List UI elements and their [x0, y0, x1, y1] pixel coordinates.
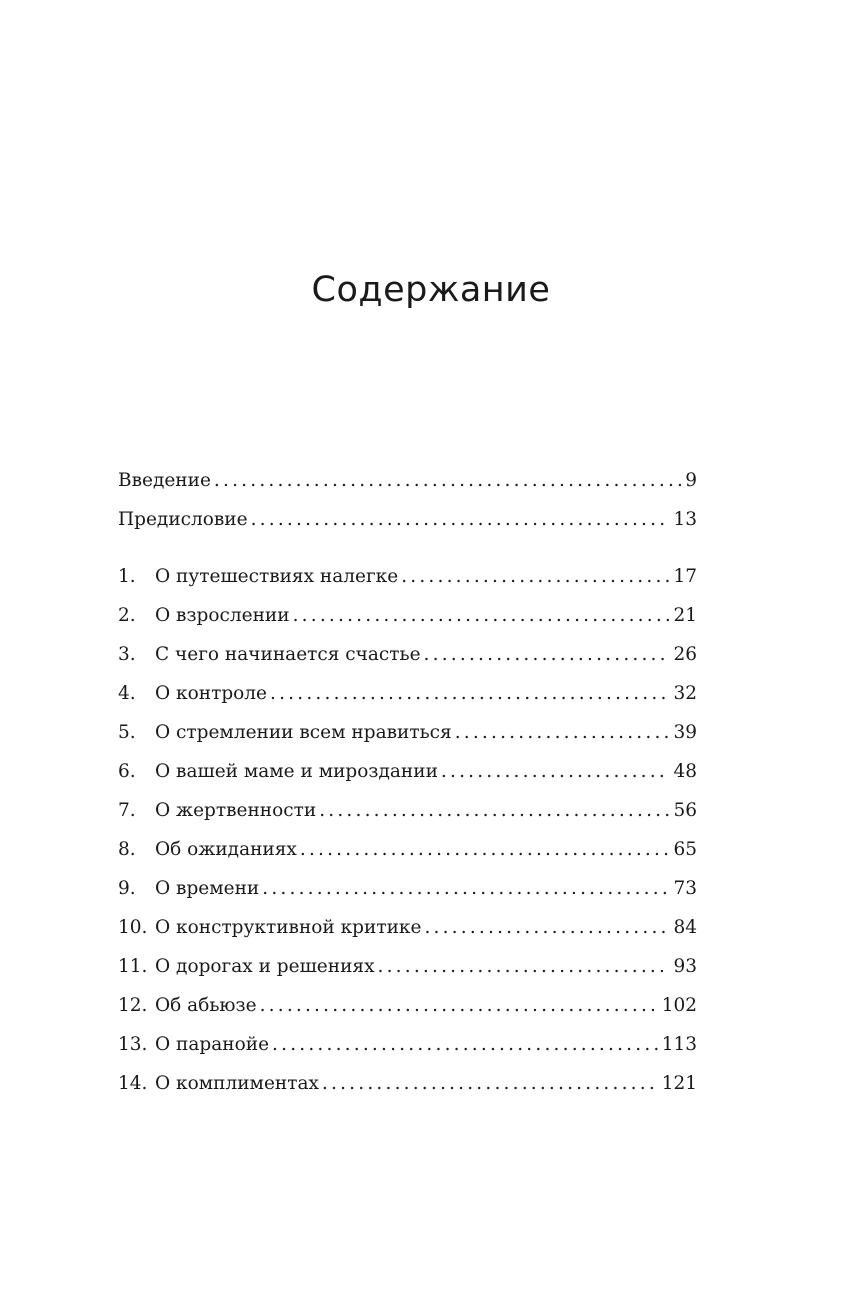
dot-leader: [378, 947, 670, 986]
toc-entry-page: 21: [673, 605, 697, 626]
toc-entry-chapter-9[interactable]: [118, 869, 697, 908]
table-of-contents: [118, 461, 697, 1103]
toc-entry-chapter-2[interactable]: [118, 596, 697, 635]
toc-entry-title: О дорогах и решениях: [155, 956, 375, 977]
toc-entry-title: О взрослении: [155, 605, 290, 626]
section-spacer: [118, 539, 697, 557]
toc-entry-page: 65: [673, 839, 697, 860]
toc-entry-title: Введение: [118, 470, 211, 491]
toc-entry-title: О времени: [155, 878, 260, 899]
chapter-number: 14.: [118, 1073, 148, 1094]
chapter-number: 8.: [118, 839, 136, 860]
toc-entry-title: Предисловие: [118, 509, 248, 530]
dot-leader: [322, 1064, 658, 1103]
toc-entry-preface[interactable]: [118, 500, 697, 539]
toc-entry-page: 9: [685, 470, 697, 491]
dot-leader: [424, 908, 669, 947]
toc-entry-page: 93: [673, 956, 697, 977]
toc-entry-chapter-8[interactable]: [118, 830, 697, 869]
toc-entry-title: О жертвенности: [155, 800, 317, 821]
toc-entry-chapter-5[interactable]: [118, 713, 697, 752]
toc-entry-page: 113: [661, 1034, 697, 1055]
chapter-number: 4.: [118, 683, 136, 704]
dot-leader: [270, 674, 669, 713]
chapter-number: 13.: [118, 1034, 148, 1055]
dot-leader: [214, 461, 681, 500]
toc-entry-chapter-13[interactable]: [118, 1025, 697, 1064]
toc-entry-introduction[interactable]: [118, 461, 697, 500]
toc-entry-title: Об абьюзе: [155, 995, 257, 1016]
toc-entry-page: 73: [673, 878, 697, 899]
dot-leader: [272, 1025, 658, 1064]
chapter-number: 12.: [118, 995, 148, 1016]
chapter-number: 3.: [118, 644, 136, 665]
toc-entry-page: 26: [673, 644, 697, 665]
dot-leader: [319, 791, 669, 830]
toc-entry-page: 121: [661, 1073, 697, 1094]
toc-entry-chapter-14[interactable]: [118, 1064, 697, 1103]
toc-entry-title: О конструктивной критике: [155, 917, 422, 938]
dot-leader: [262, 869, 669, 908]
toc-entry-page: 84: [673, 917, 697, 938]
toc-entry-chapter-11[interactable]: [118, 947, 697, 986]
toc-entry-chapter-3[interactable]: [118, 635, 697, 674]
toc-entry-title: О стремлении всем нравиться: [155, 722, 452, 743]
toc-entry-chapter-7[interactable]: [118, 791, 697, 830]
chapter-number: 7.: [118, 800, 136, 821]
chapter-number: 2.: [118, 605, 136, 626]
chapter-number: 10.: [118, 917, 148, 938]
dot-leader: [455, 713, 670, 752]
toc-entry-title: О контроле: [155, 683, 267, 704]
toc-entry-title: О паранойе: [155, 1034, 270, 1055]
toc-entry-page: 39: [673, 722, 697, 743]
toc-entry-chapter-6[interactable]: [118, 752, 697, 791]
toc-entry-page: 13: [673, 509, 697, 530]
page-title: Содержание: [311, 270, 551, 310]
toc-entry-page: 48: [673, 761, 697, 782]
toc-entry-chapter-4[interactable]: [118, 674, 697, 713]
toc-entry-title: О путешествиях налегке: [155, 566, 399, 587]
dot-leader: [300, 830, 670, 869]
chapter-number: 1.: [118, 566, 136, 587]
toc-entry-page: 17: [673, 566, 697, 587]
toc-entry-page: 56: [673, 800, 697, 821]
toc-entry-title: О комплиментах: [155, 1073, 319, 1094]
toc-entry-title: О вашей маме и мироздании: [155, 761, 438, 782]
toc-entry-page: 32: [673, 683, 697, 704]
dot-leader: [424, 635, 670, 674]
toc-entry-chapter-1[interactable]: [118, 557, 697, 596]
dot-leader: [441, 752, 670, 791]
dot-leader: [260, 986, 658, 1025]
dot-leader: [401, 557, 669, 596]
dot-leader: [251, 500, 670, 539]
toc-entry-page: 102: [661, 995, 697, 1016]
toc-entry-title: Об ожиданиях: [155, 839, 297, 860]
toc-entry-chapter-12[interactable]: [118, 986, 697, 1025]
chapter-number: 6.: [118, 761, 136, 782]
chapter-number: 11.: [118, 956, 148, 977]
dot-leader: [293, 596, 670, 635]
chapter-number: 5.: [118, 722, 136, 743]
toc-entry-chapter-10[interactable]: [118, 908, 697, 947]
toc-entry-title: С чего начинается счастье: [155, 644, 421, 665]
chapter-number: 9.: [118, 878, 136, 899]
